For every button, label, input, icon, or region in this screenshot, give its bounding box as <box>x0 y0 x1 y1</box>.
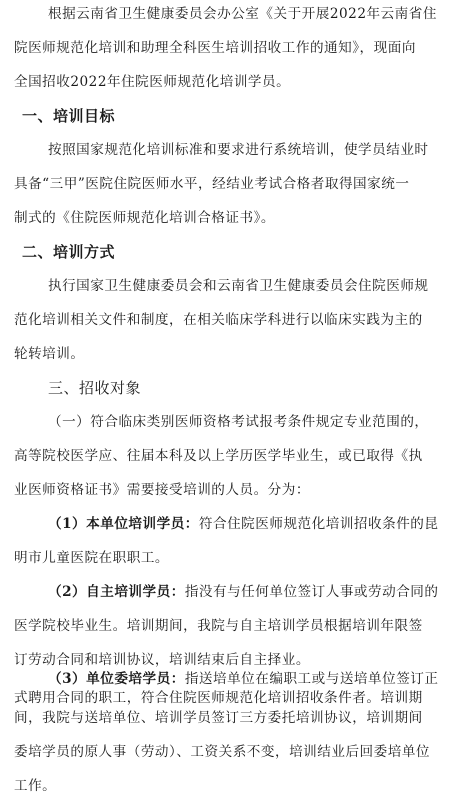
item-1-line-1 <box>48 514 439 534</box>
item-3-line-3: 间，我院与送培单位、培训学员签订三方委托培训协议，培训期间 <box>14 710 423 726</box>
section-3-line-3: 业医师资格证书》需要接受培训的人员。分为： <box>14 482 310 498</box>
item-3-label: （3）单位委培学员： <box>48 671 185 687</box>
section-1-line-2: 具备“三甲”医院住院医师水平，经结业考试合格者取得国家统一 <box>14 176 410 192</box>
item-3-line-2: 式聘用合同的职工，符合住院医师规范化培训招收条件者。培训期 <box>14 690 423 706</box>
item-1-label: （1）本单位培训学员： <box>48 516 199 532</box>
section-1-line-1: 按照国家规范化培训标准和要求进行系统培训，使学员结业时 <box>48 142 429 158</box>
section-3-heading: 三、招收对象 <box>48 379 142 397</box>
item-3-text: 指送培单位在编职工或与送培单位签订正 <box>184 671 439 687</box>
item-3-line-5: 工作。 <box>14 778 57 794</box>
item-3-line-4: 委培学员的原人事（劳动）、工资关系不变，培训结业后回委培单位 <box>14 744 431 760</box>
section-3-line-1: （一）符合临床类别医师资格考试报考条件规定专业范围的， <box>48 414 429 430</box>
item-3-line-1 <box>48 670 439 689</box>
section-2-heading: 二、培训方式 <box>22 243 116 261</box>
intro-line-3: 全国招收2022年住院医师规范化培训学员。 <box>14 74 291 90</box>
intro-line-1: 根据云南省卫生健康委员会办公室《关于开展2022年云南省住 <box>48 6 437 22</box>
intro-line-2: 院医师规范化培训和助理全科医生培训招收工作的通知》，现面向 <box>14 40 416 56</box>
item-1-line-2: 明市儿童医院在职职工。 <box>14 550 170 566</box>
item-1-text: 符合住院医师规范化培训招收条件的昆 <box>198 516 439 532</box>
section-1-heading: 一、培训目标 <box>22 107 116 125</box>
item-2-label: （2）自主培训学员： <box>48 584 185 600</box>
item-2-line-1 <box>48 582 439 602</box>
section-1-line-3: 制式的《住院医师规范化培训合格证书》。 <box>14 210 275 226</box>
item-2-line-2: 医学院校毕业生。培训期间，我院与自主培训学员根据培训年限签 <box>14 618 423 634</box>
item-2-text: 指没有与任何单位签订人事或劳动合同的 <box>184 584 439 600</box>
section-3-line-2: 高等院校医学应、往届本科及以上学历医学毕业生，或已取得《执 <box>14 448 423 464</box>
section-2-line-2: 范化培训相关文件和制度，在相关临床学科进行以临床实践为主的 <box>14 312 423 328</box>
section-2-line-1: 执行国家卫生健康委员会和云南省卫生健康委员会住院医师规 <box>48 278 429 294</box>
section-2-line-3: 轮转培训。 <box>14 346 85 362</box>
item-2-line-3: 订劳动合同和培训协议，培训结束后自主择业。 <box>14 652 310 668</box>
